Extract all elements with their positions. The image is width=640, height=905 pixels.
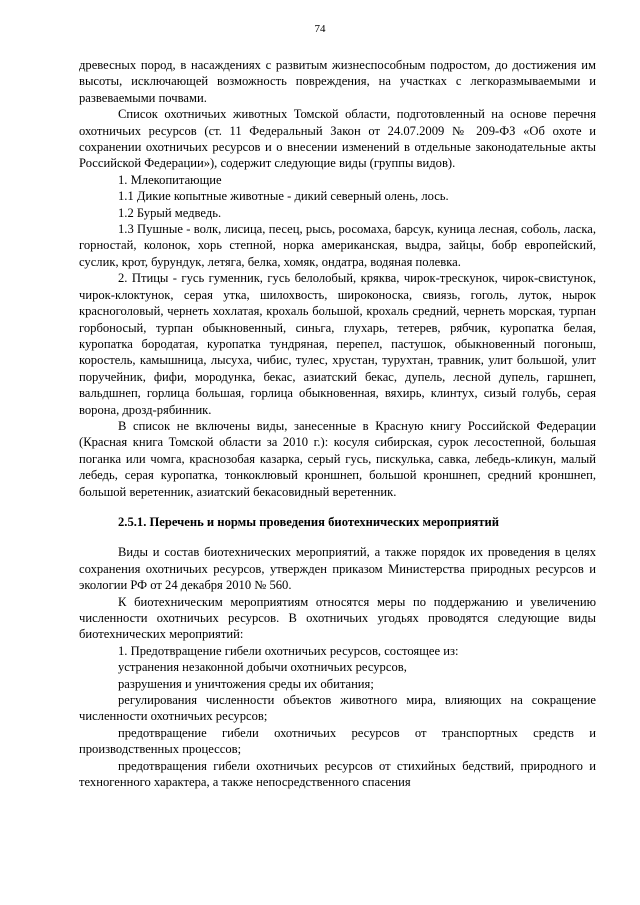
paragraph: предотвращение гибели охотничьих ресурсов от транспортных средств и производственных процессов; [79,725,596,757]
paragraph: 2. Птицы - гусь гуменник, гусь белолобый, кряква, чирок-трескунок, чирок-свистунок, чирок-клоктунок, серая утка, шилохвость, широконоска, свиязь, гоголь, луток, нырок красноголовый, чернеть хохлатая, крохаль большой, крохаль средний, чернеть морская, турпан горбоносый, турпан обыкновенный, синьга, глухарь, тетерев, рябчик, куропатка белая, куропатка бородатая, куропатка тундряная, перепел, пастушок, обыкновенный погоныш, коростель, камышница, лысуха, чибис, тулес, хрустан, турухтан, травник, улит большой, улит поручейник, фифи, мородунка, бекас, азиатский бекас, дупель, лесной дупель, гаршнеп, вальдшнеп, горлица большая, горлица обыкновенная, вяхирь, клинтух, сизый голубь, серая ворона, дрозд-рябинник. [79,271,596,417]
paragraph: 1. Предотвращение гибели охотничьих ресурсов, состоящее из: [118,643,459,658]
paragraph: регулирования численности объектов животного мира, влияющих на сокращение численности охотничьих ресурсов; [79,693,596,724]
paragraph: древесных пород, в насаждениях с развитым жизнеспособным подростом, до достижения им высоты, исключающей возможность повреждения, на участках с легкоразмываемыми и развеваемыми почвами. [79,58,596,105]
paragraph: 1.3 Пушные - волк, лисица, песец, рысь, росомаха, барсук, куница лесная, соболь, ласка, горностай, колонок, хорь степной, норка американская, выдра, зайцы, бобр европейский, суслик, крот, бурундук, летяга, белка, хомяк, ондатра, водяная полевка. [79,222,596,269]
section-heading: 2.5.1. Перечень и нормы проведения биотехнических мероприятий [118,514,500,529]
paragraph: 1.1 Дикие копытные животные - дикий северный олень, лось. [118,189,449,204]
paragraph: предотвращения гибели охотничьих ресурсов от стихийных бедствий, природного и техногенного характера, а также непосредственного спасения [79,758,596,790]
paragraph: Список охотничьих животных Томской области, подготовленный на основе перечня охотничьих ресурсов (ст. 11 Федеральный Закон от 24.07.2009 № 209-ФЗ «Об охоте и сохранении охотничьих ресурсов и о внесении изменений в отдельные законодательные акты Российской Федерации»), содержит следующие виды (группы видов). [79,107,596,171]
paragraph: 1.2 Бурый медведь. [118,205,222,220]
paragraph: В список не включены виды, занесенные в Красную книгу Российской Федерации (Красная книга Томской области за 2010 г.): косуля сибирская, сурок лесостепной, большая поганка или чомга, краснозобая казарка, серый гусь, пискулька, савка, лебедь-кликун, малый лебедь, серая куропатка, тонкоклювый кроншнеп, большой кроншнеп, средний кроншнеп, большой веретенник, азиатский бекасовидный веретенник. [79,418,596,499]
paragraph: разрушения и уничтожения среды их обитания; [118,676,374,691]
paragraph: 1. Млекопитающие [118,172,222,187]
paragraph: К биотехническим мероприятиям относятся меры по поддержанию и увеличению численности охотничьих ресурсов. В охотничьих угодьях проводятся следующие виды биотехнических мероприятий: [79,594,596,642]
paragraph: Виды и состав биотехнических мероприятий, а также порядок их проведения в целях сохранения охотничьих ресурсов, утвержден приказом Министерства природных ресурсов и экологии РФ от 24 декабря 2010 № 560. [79,545,596,593]
paragraph: устранения незаконной добычи охотничьих ресурсов, [118,660,407,675]
page-number: 74 [314,23,326,35]
document-body [79,57,596,790]
